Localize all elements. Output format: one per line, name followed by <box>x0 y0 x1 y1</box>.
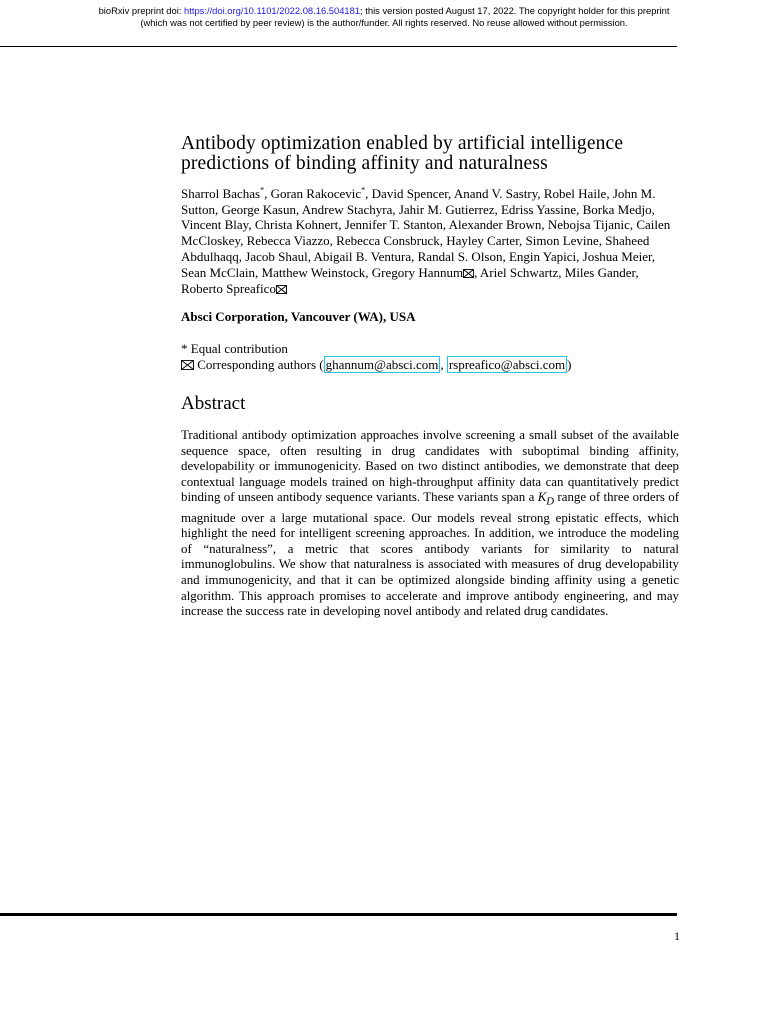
corresponding-label: Corresponding authors ( <box>194 357 324 372</box>
envelope-icon <box>276 282 287 298</box>
affiliation: Absci Corporation, Vancouver (WA), USA <box>181 309 416 324</box>
preprint-banner <box>0 5 768 28</box>
doi-link[interactable]: https://doi.org/10.1101/2022.08.16.504181 <box>184 5 361 16</box>
author-segment: , Goran Rakocevic <box>264 186 362 201</box>
title-line-1: Antibody optimization enabled by artificial intelligence <box>181 133 624 154</box>
header-rule <box>0 46 677 47</box>
paper-title <box>181 134 681 174</box>
footer-rule <box>0 913 677 916</box>
author-segment: Sharrol Bachas <box>181 186 261 201</box>
page-number: 1 <box>674 929 680 943</box>
banner-line-2: (which was not certified by peer review) is the author/funder. All rights reserved. No reuse allowed without permission. <box>140 16 628 28</box>
banner-prefix: bioRxiv preprint doi: <box>98 5 185 16</box>
corresponding-close: ) <box>567 357 572 372</box>
abstract-part-1: Traditional antibody optimization approaches involve screening a small subset of the available sequence space, often resulting in drug candidates with suboptimal binding affinity, developability or immunogenicity. Based on two distinct antibodies, we demonstrate that deep contextual language models trained on high-throughput affinity data can quantitatively predict binding of unseen antibody sequence variants. These variants span a <box>181 428 679 505</box>
kd-symbol: K <box>537 490 547 505</box>
title-line-2: predictions of binding affinity and naturalness <box>181 153 548 174</box>
abstract-text <box>181 428 679 620</box>
banner-line-1 <box>0 5 768 17</box>
author-segment: , Ariel Schwartz, Miles Gander, Roberto Spreafico <box>181 264 639 297</box>
equal-contribution-marker: * <box>260 185 265 195</box>
author-list <box>181 186 681 298</box>
email-separator: , <box>440 357 447 372</box>
equal-contribution-marker: * <box>361 185 366 195</box>
abstract-heading: Abstract <box>181 393 246 414</box>
email-link-rspreafico[interactable]: rspreafico@absci.com <box>448 357 566 372</box>
equal-contribution-note: * Equal contribution <box>181 341 288 356</box>
kd-subscript: D <box>546 495 555 508</box>
abstract-part-2: range of three orders of magnitude over a large mutational space. Our models reveal strong epistatic effects, which highlight the need for intelligent screening approaches. In addition, we introduce the modeling of “naturalness”, a metric that scores antibody variants for similarity to natural immunoglobulins. We show that naturalness is associated with measures of drug developability and immunogenicity, and that it can be optimized alongside binding affinity using a genetic algorithm. This approach promises to accelerate and improve antibody engineering, and may increase the success rate in developing novel antibody and related drug candidates. <box>181 490 679 619</box>
banner-suffix: ; this version posted August 17, 2022. The copyright holder for this preprint <box>360 5 670 16</box>
author-segment: , David Spencer, Anand V. Sastry, Robel Haile, John M. Sutton, George Kasun, Andrew Stachyra, Jahir M. Gutierrez, Edriss Yassine, Borka Medjo, Vincent Blay, Christa Kohnert, Jennifer T. Stanton, Alexander Brown, Nebojsa Tijanic, Cailen McCloskey, Rebecca Viazzo, Rebecca Consbruck, Hayley Carter, Simon Levine, Shaheed Abdulhaqq, Jacob Shaul, Abigail B. Ventura, Randal S. Olson, Engin Yapici, Joshua Meier, Sean McClain, Matthew Weinstock, Gregory Hannum <box>181 186 671 280</box>
envelope-icon <box>463 266 474 282</box>
envelope-icon <box>181 358 194 374</box>
corresponding-authors <box>181 357 571 374</box>
email-link-ghannum[interactable]: ghannum@absci.com <box>325 357 439 372</box>
